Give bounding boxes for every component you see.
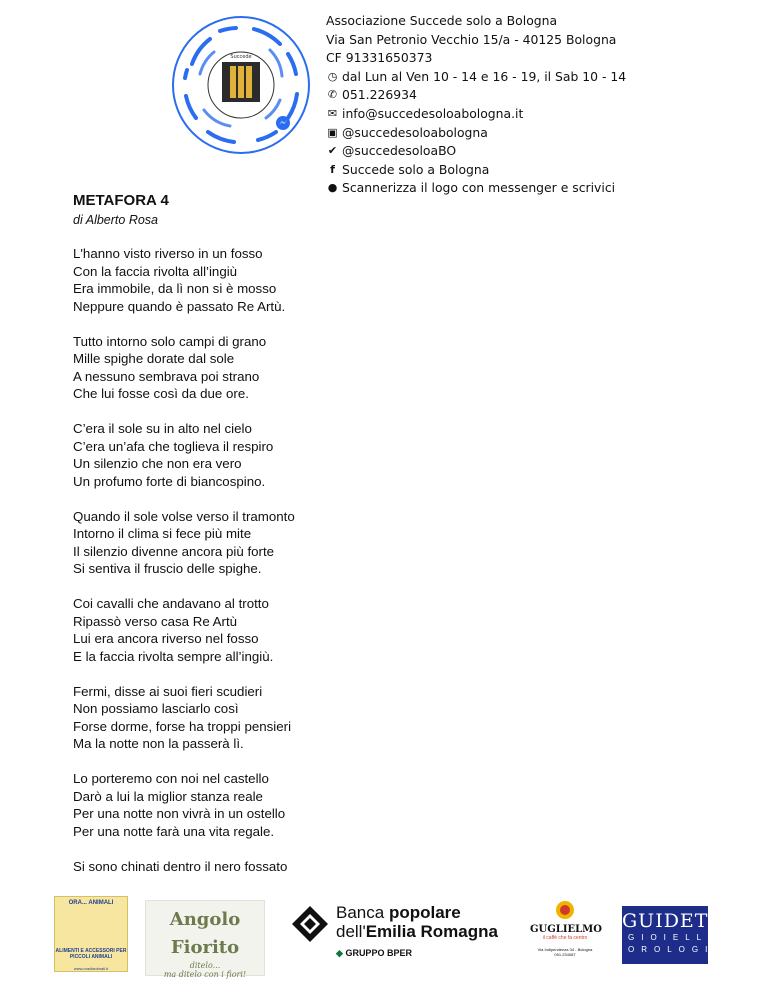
poem-line: Tutto intorno solo campi di grano [73,333,267,349]
svg-text:Succede: Succede [230,54,252,60]
association-contact-block [326,12,756,198]
poem-line: Mille spighe dorate dal sole [73,351,235,366]
poem-line: Che lui fosse così da due ore. [73,386,249,401]
poem-line: C’era il sole su in alto nel cielo [73,421,252,436]
email-address[interactable]: ✉ info@succedesoloabologna.it [326,105,756,124]
poem-line: Si sentiva il fruscio delle spighe. [73,561,262,576]
association-tax-code: CF 91331650373 [326,50,433,66]
poem-line: Lo porteremo con noi nel castello [73,771,269,786]
twitter-icon: ✔ [327,144,338,158]
poem-line: Lui era ancora riverso nel fosso [73,631,259,646]
poem-line: E la faccia rivolta sempre all’ingiù. [73,648,274,664]
stanza [73,420,295,490]
stanza [73,770,295,840]
poem-line: C’era un’afa che toglieva il respiro [73,438,274,454]
bper-bank-logo[interactable]: Banca popolare dell'Emilia Romagna ◆ GRUPPO BPER [290,898,520,968]
stanza [73,683,295,753]
facebook-page[interactable]: f Succede solo a Bologna [326,161,756,180]
poem-line: Ripassò verso casa Re Artù [73,613,238,629]
poem-line: Era immobile, da lì non si è mosso [73,281,277,296]
facebook-icon: f [330,162,335,176]
messenger-code-logo[interactable] [170,14,312,156]
poem-line: Per una notte farà una vita regale. [73,823,275,839]
messenger-instruction: ● Scannerizza il logo con messenger e scrivici [326,179,756,198]
poem-line: Non possiamo lasciarlo così [73,701,239,716]
poem-line: Darò a lui la miglior stanza reale [73,788,263,804]
stanza [73,508,295,578]
stanza [73,245,295,315]
bper-mark-icon [290,904,330,944]
instagram-handle[interactable]: ▣ @succedesoloabologna [326,124,756,143]
poem-line: Ma la notte non la passerà lì. [73,736,244,751]
poem-title: METAFORA 4 [73,192,169,209]
guidetti-logo[interactable]: GUIDETTI GIOIELLI OROLOGI [622,906,708,964]
stanza [73,858,295,876]
poem-line: Un silenzio che non era vero [73,456,242,471]
poem-line: Il silenzio divenne ancora più forte [73,543,275,559]
poem-line: Intorno il clima si fece più mite [73,526,252,541]
poem-line: Fermi, disse ai suoi fieri scudieri [73,683,263,699]
instagram-icon: ▣ [327,125,338,139]
poem-line: Quando il sole volse verso il tramonto [73,508,295,524]
poem-line: Si sono chinati dentro il nero fossato [73,858,288,874]
guglielmo-cafe-logo[interactable]: GUGLIELMO il caffè che fa centro Via Indipendenza 34 - Bologna 051.234087 [530,898,600,974]
messenger-code-svg [170,14,312,156]
angolo-fiorito-logo[interactable]: Angolo Fiorito ditelo... ma ditelo con i fiori! [145,900,265,976]
poem-line: A nessuno sembrava poi strano [73,368,260,384]
sponsor-logos-strip [0,890,768,980]
association-name: Associazione Succede solo a Bologna [326,13,558,28]
poem-line: L'hanno visto riverso in un fosso [73,246,263,261]
opening-hours: ◷ dal Lun al Ven 10 - 14 e 16 - 19, il Sab 10 - 14 [326,68,756,87]
bper-group-icon: ◆ [336,948,343,958]
stanza [73,595,295,665]
poem-line: Coi cavalli che andavano al trotto [73,596,269,611]
poem-author: di Alberto Rosa [73,213,158,227]
poem-body [73,245,295,893]
poem-line: Neppure quando è passato Re Artù. [73,298,286,314]
ora-animali-logo[interactable]: ORA... ANIMALI ALIMENTI E ACCESSORI PER PICCOLI ANIMALI www.oradianimali.it [54,896,128,972]
mail-icon: ✉ [327,106,338,120]
clock-icon: ◷ [327,69,338,83]
phone-number[interactable]: ✆ 051.226934 [326,86,756,105]
target-icon [555,900,575,920]
messenger-icon: ● [327,181,338,195]
association-address: Via San Petronio Vecchio 15/a - 40125 Bologna [326,31,617,47]
poem-line: Forse dorme, forse ha troppi pensieri [73,718,292,734]
stanza [73,333,295,403]
twitter-handle[interactable]: ✔ @succedesoloaBO [326,142,756,161]
poem-line: Per una notte non vivrà in un ostello [73,806,286,821]
phone-icon: ✆ [327,88,338,102]
poem-line: Un profumo forte di biancospino. [73,473,266,489]
poem-line: Con la faccia rivolta all’ingiù [73,263,238,279]
